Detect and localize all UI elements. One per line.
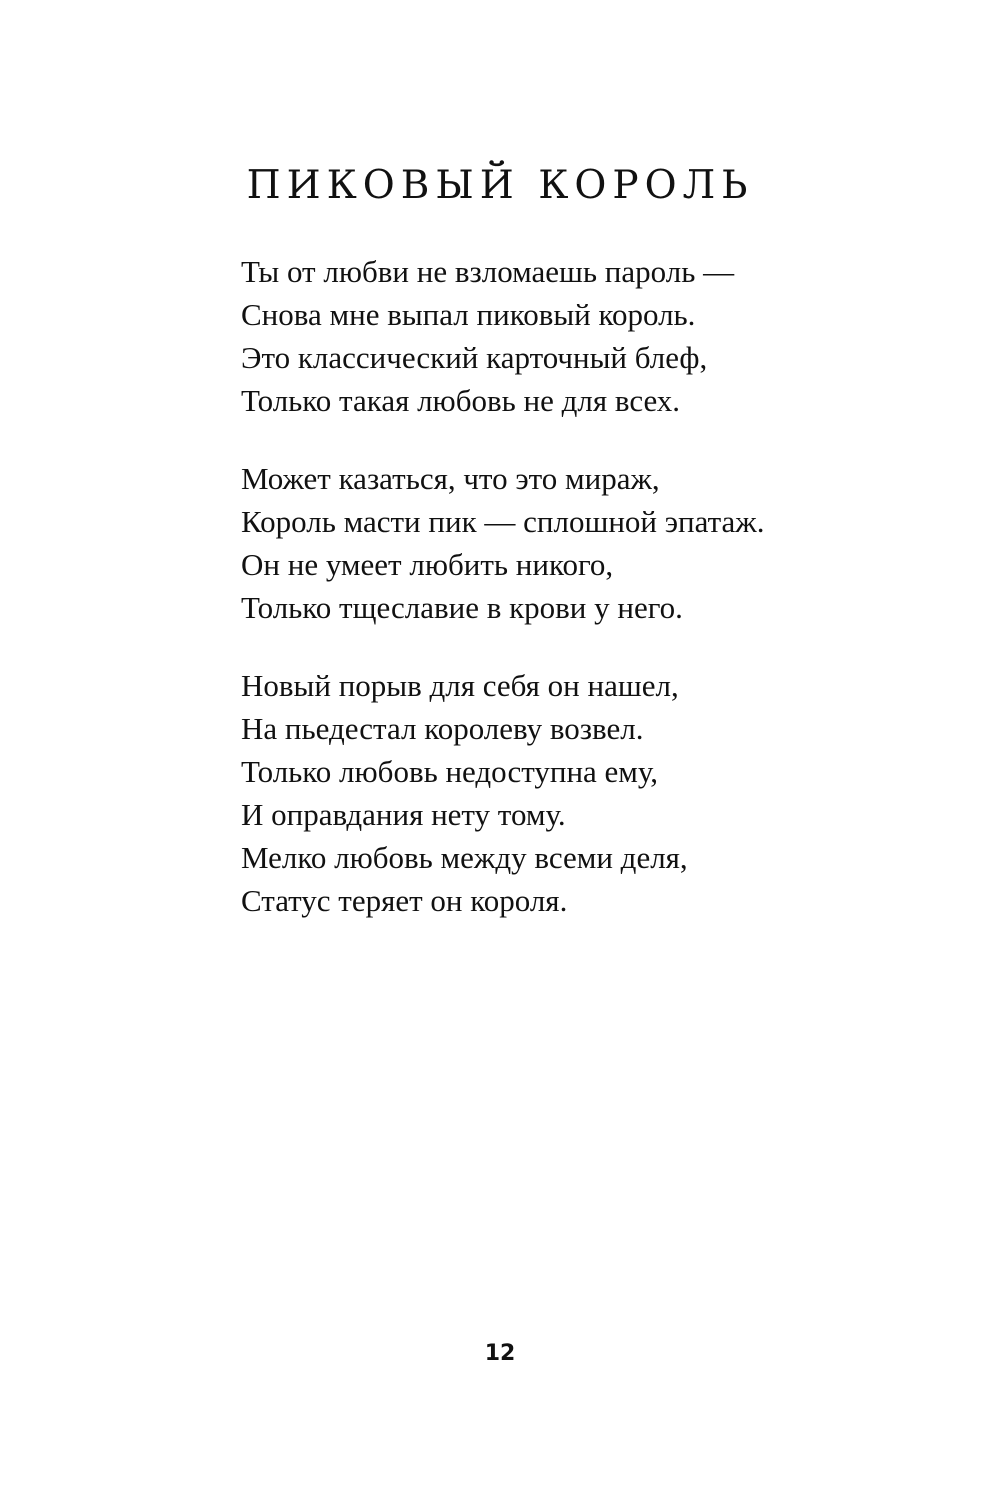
poem-line: Только любовь недоступна ему, bbox=[241, 754, 659, 789]
poem-line: Ты от любви не взломаешь пароль — bbox=[241, 254, 735, 289]
poem-line: И оправдания нету тому. bbox=[241, 797, 566, 832]
stanza-1 bbox=[241, 250, 961, 422]
page-number: 12 bbox=[484, 1341, 516, 1366]
poem-line: Может казаться, что это мираж, bbox=[241, 461, 660, 496]
stanza-3 bbox=[241, 664, 961, 922]
stanza-2 bbox=[241, 457, 961, 629]
poem-line: Снова мне выпал пиковый король. bbox=[241, 297, 696, 332]
poem-title: ПИКОВЫЙ КОРОЛЬ bbox=[246, 163, 754, 208]
poem-line: Мелко любовь между всеми деля, bbox=[241, 840, 688, 875]
poem-line: Он не умеет любить никого, bbox=[241, 547, 614, 582]
poem-line: Только такая любовь не для всех. bbox=[241, 383, 681, 418]
poem-line: На пьедестал королеву возвел. bbox=[241, 711, 644, 746]
poem-line: Это классический карточный блеф, bbox=[241, 340, 708, 375]
poem-line: Новый порыв для себя он нашел, bbox=[241, 668, 679, 703]
poem-line: Только тщеславие в крови у него. bbox=[241, 590, 683, 625]
poem-body bbox=[241, 250, 961, 957]
poem-line: Статус теряет он короля. bbox=[241, 883, 568, 918]
poem-line: Король масти пик — сплошной эпатаж. bbox=[241, 504, 765, 539]
